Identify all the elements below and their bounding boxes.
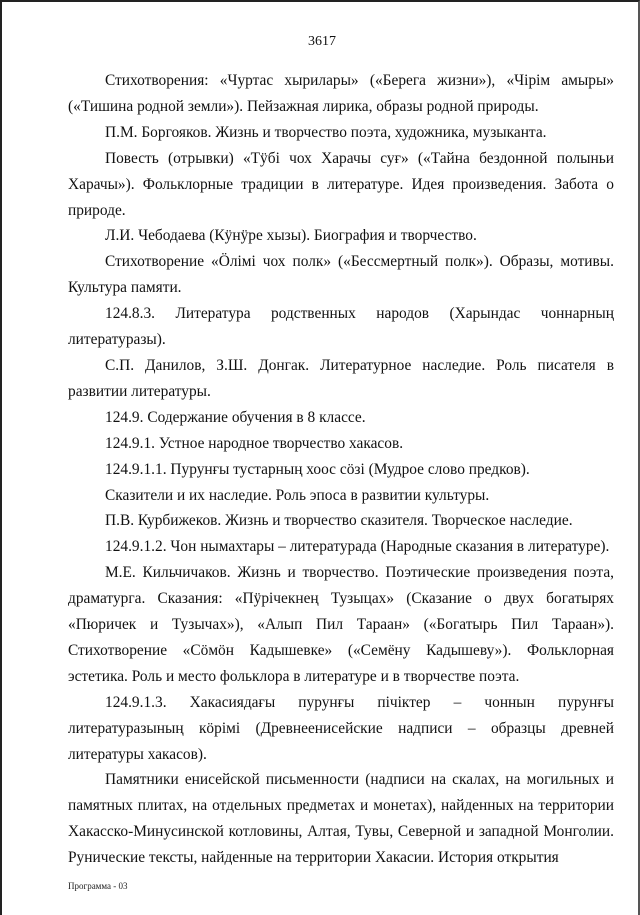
paragraph: Стихотворение «Ӧлімі чох полк» («Бессмертный полк»). Образы, мотивы. Культура памяти. — [68, 253, 614, 297]
section-heading: 124.8.3. Литература родственных народов (Харындас чоннарның литературазы). — [68, 305, 614, 349]
paragraph: Сказители и их наследие. Роль эпоса в развитии культуры. — [105, 486, 490, 504]
section-heading: 124.9.1. Устное народное творчество хакасов. — [105, 434, 404, 452]
page-footer: Программа - 03 — [68, 881, 128, 891]
paragraph: Повесть (отрывки) «Тӱбі чох Харачы суғ» («Тайна бездонной полыньи Харачы»). Фольклорные традиции в литературе. Идея произведения. Забота о природе. — [68, 149, 614, 219]
paragraph: С.П. Данилов, З.Ш. Донгак. Литературное наследие. Роль писателя в развитии литературы. — [68, 356, 614, 400]
paragraph: П.В. Курбижеков. Жизнь и творчество сказителя. Творческое наследие. — [105, 512, 573, 530]
paragraph: П.М. Боргояков. Жизнь и творчество поэта, художника, музыканта. — [105, 123, 547, 141]
section-heading: 124.9. Содержание обучения в 8 классе. — [105, 408, 366, 426]
paragraph: М.Е. Кильчичаков. Жизнь и творчество. Поэтические произведения поэта, драматурга. Сказания: «Пӱрічекнең Тузыцах» (Сказание о двух богатырях «Пюричек и Тузычах»), «Алып Пил Тараан» («Богатырь Пил Тараан»). Стихотворение «Сӧмӧн Кадышевке» («Семёну Кадышеву»). Фольклорная эстетика. Роль и место фольклора в литературе и в творчестве поэта. — [68, 564, 614, 685]
section-heading: 124.9.1.2. Чон нымахтары – литературада (Народные сказания в литературе). — [105, 538, 610, 556]
page-number: 3617 — [308, 34, 336, 49]
section-heading: 124.9.1.1. Пурунғы тустарның хоос сӧзі (Мудрое слово предков). — [105, 460, 530, 478]
paragraph: Л.И. Чебодаева (Кӱнӱре хызы). Биография и творчество. — [105, 227, 477, 245]
section-heading: 124.9.1.3. Хакасиядағы пурунғы пічіктер – чоннын пурунғы литературазының кӧрімі (Древнеенисейские надписи – образцы древней литературы хакасов). — [68, 693, 614, 763]
document-body — [68, 68, 614, 871]
paragraph: Памятники енисейской письменности (надписи на скалах, на могильных и памятных плитах, на отдельных предметах и монетах), найденных на территории Хакасско-Минусинской котловины, Алтая, Тувы, Северной и западной Монголии. Рунические тексты, найденные на территории Хакасии. История открытия — [68, 771, 614, 867]
paragraph: Стихотворения: «Чуртас хырилары» («Берега жизни»), «Чірім амыры» («Тишина родной земли»). Пейзажная лирика, образы родной природы. — [68, 72, 614, 115]
